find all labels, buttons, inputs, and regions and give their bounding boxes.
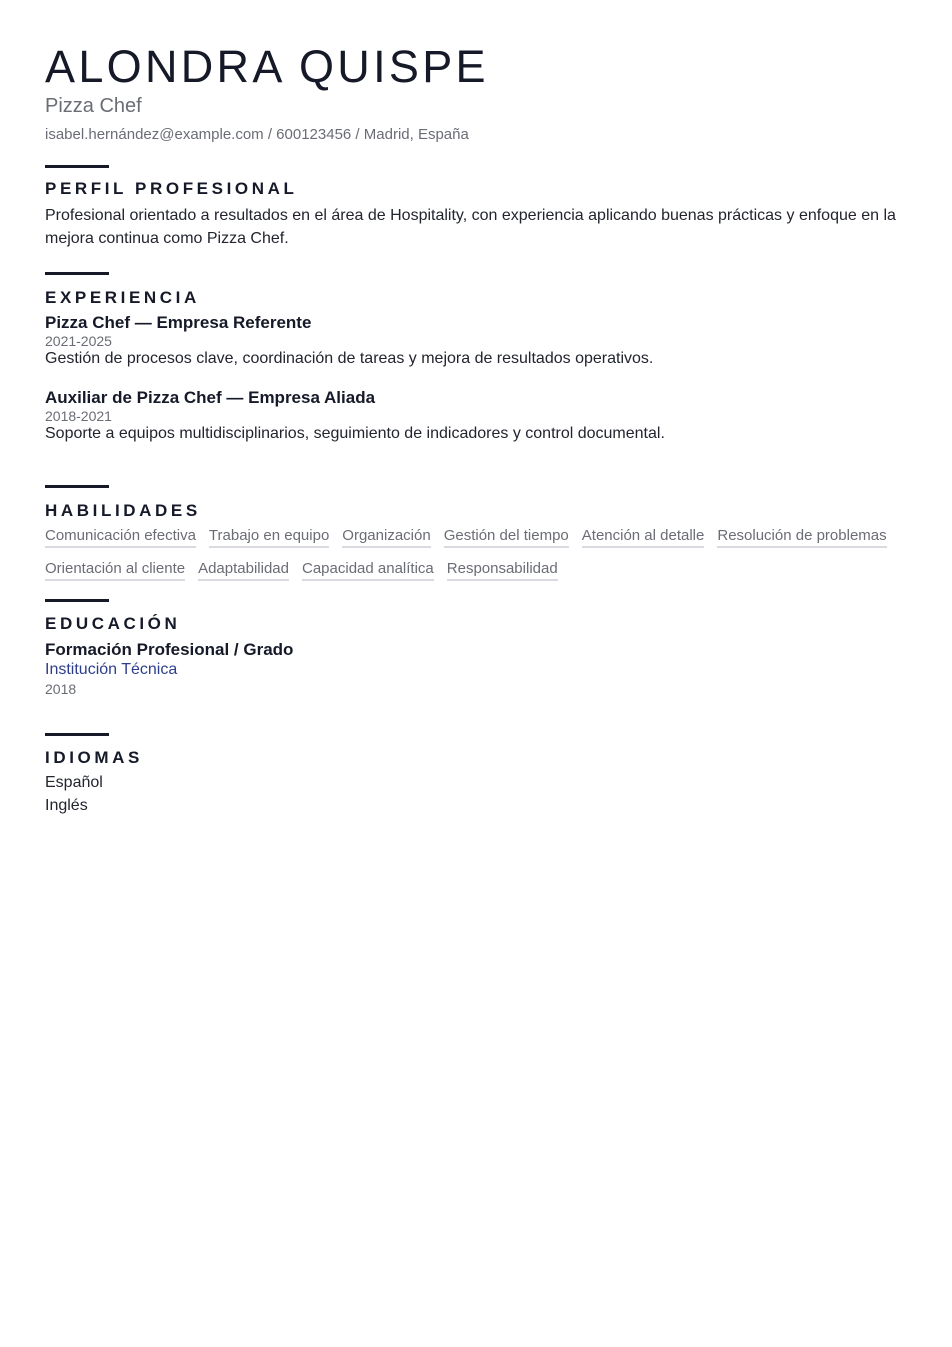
section-title-languages: IDIOMAS <box>45 748 143 767</box>
section-divider <box>45 272 109 275</box>
section-title-profile: PERFIL PROFESIONAL <box>45 179 298 198</box>
section-divider <box>45 165 109 168</box>
job-description: Gestión de procesos clave, coordinación de tareas y mejora de resultados operativos. <box>45 350 654 367</box>
candidate-name: ALONDRA QUISPE <box>45 41 489 92</box>
section-experience <box>45 272 907 444</box>
section-title-experience: EXPERIENCIA <box>45 288 200 307</box>
profile-text: Profesional orientado a resultados en el área de Hospitality, con experiencia aplicando buenas prácticas y enfoque en la mejora continua como Pizza Chef. <box>45 207 896 247</box>
skill-tag: Capacidad analítica <box>302 559 434 581</box>
contact-line: isabel.hernández@example.com / 600123456 / Madrid, España <box>45 126 469 143</box>
section-divider <box>45 733 109 736</box>
section-divider <box>45 485 109 488</box>
language-item: Inglés <box>45 797 88 814</box>
job-title: Auxiliar de Pizza Chef — Empresa Aliada <box>45 388 376 407</box>
skill-tag: Responsabilidad <box>447 559 558 581</box>
job-dates: 2018-2021 <box>45 408 112 424</box>
skill-tag: Trabajo en equipo <box>209 526 329 548</box>
job-dates: 2021-2025 <box>45 333 112 349</box>
skill-tag: Comunicación efectiva <box>45 526 196 548</box>
section-title-skills: HABILIDADES <box>45 501 201 520</box>
skill-tag: Adaptabilidad <box>198 559 289 581</box>
skills-list <box>45 526 907 581</box>
skill-tag: Orientación al cliente <box>45 559 185 581</box>
section-title-education: EDUCACIÓN <box>45 614 181 633</box>
section-education <box>45 599 907 697</box>
job-title: Pizza Chef — Empresa Referente <box>45 313 312 332</box>
language-item: Español <box>45 774 103 791</box>
education-institution: Institución Técnica <box>45 661 178 678</box>
section-profile <box>45 165 907 250</box>
job-entry <box>45 388 907 444</box>
education-year: 2018 <box>45 681 77 697</box>
languages-list <box>45 771 907 817</box>
education-degree: Formación Profesional / Grado <box>45 640 294 659</box>
job-description: Soporte a equipos multidisciplinarios, seguimiento de indicadores y control documental. <box>45 425 665 442</box>
skill-tag: Resolución de problemas <box>717 526 886 548</box>
skill-tag: Gestión del tiempo <box>444 526 569 548</box>
candidate-role: Pizza Chef <box>45 95 142 117</box>
job-entry <box>45 313 907 369</box>
section-skills <box>45 485 907 581</box>
skill-tag: Organización <box>342 526 430 548</box>
skill-tag: Atención al detalle <box>582 526 705 548</box>
section-languages <box>45 733 907 817</box>
section-divider <box>45 599 109 602</box>
